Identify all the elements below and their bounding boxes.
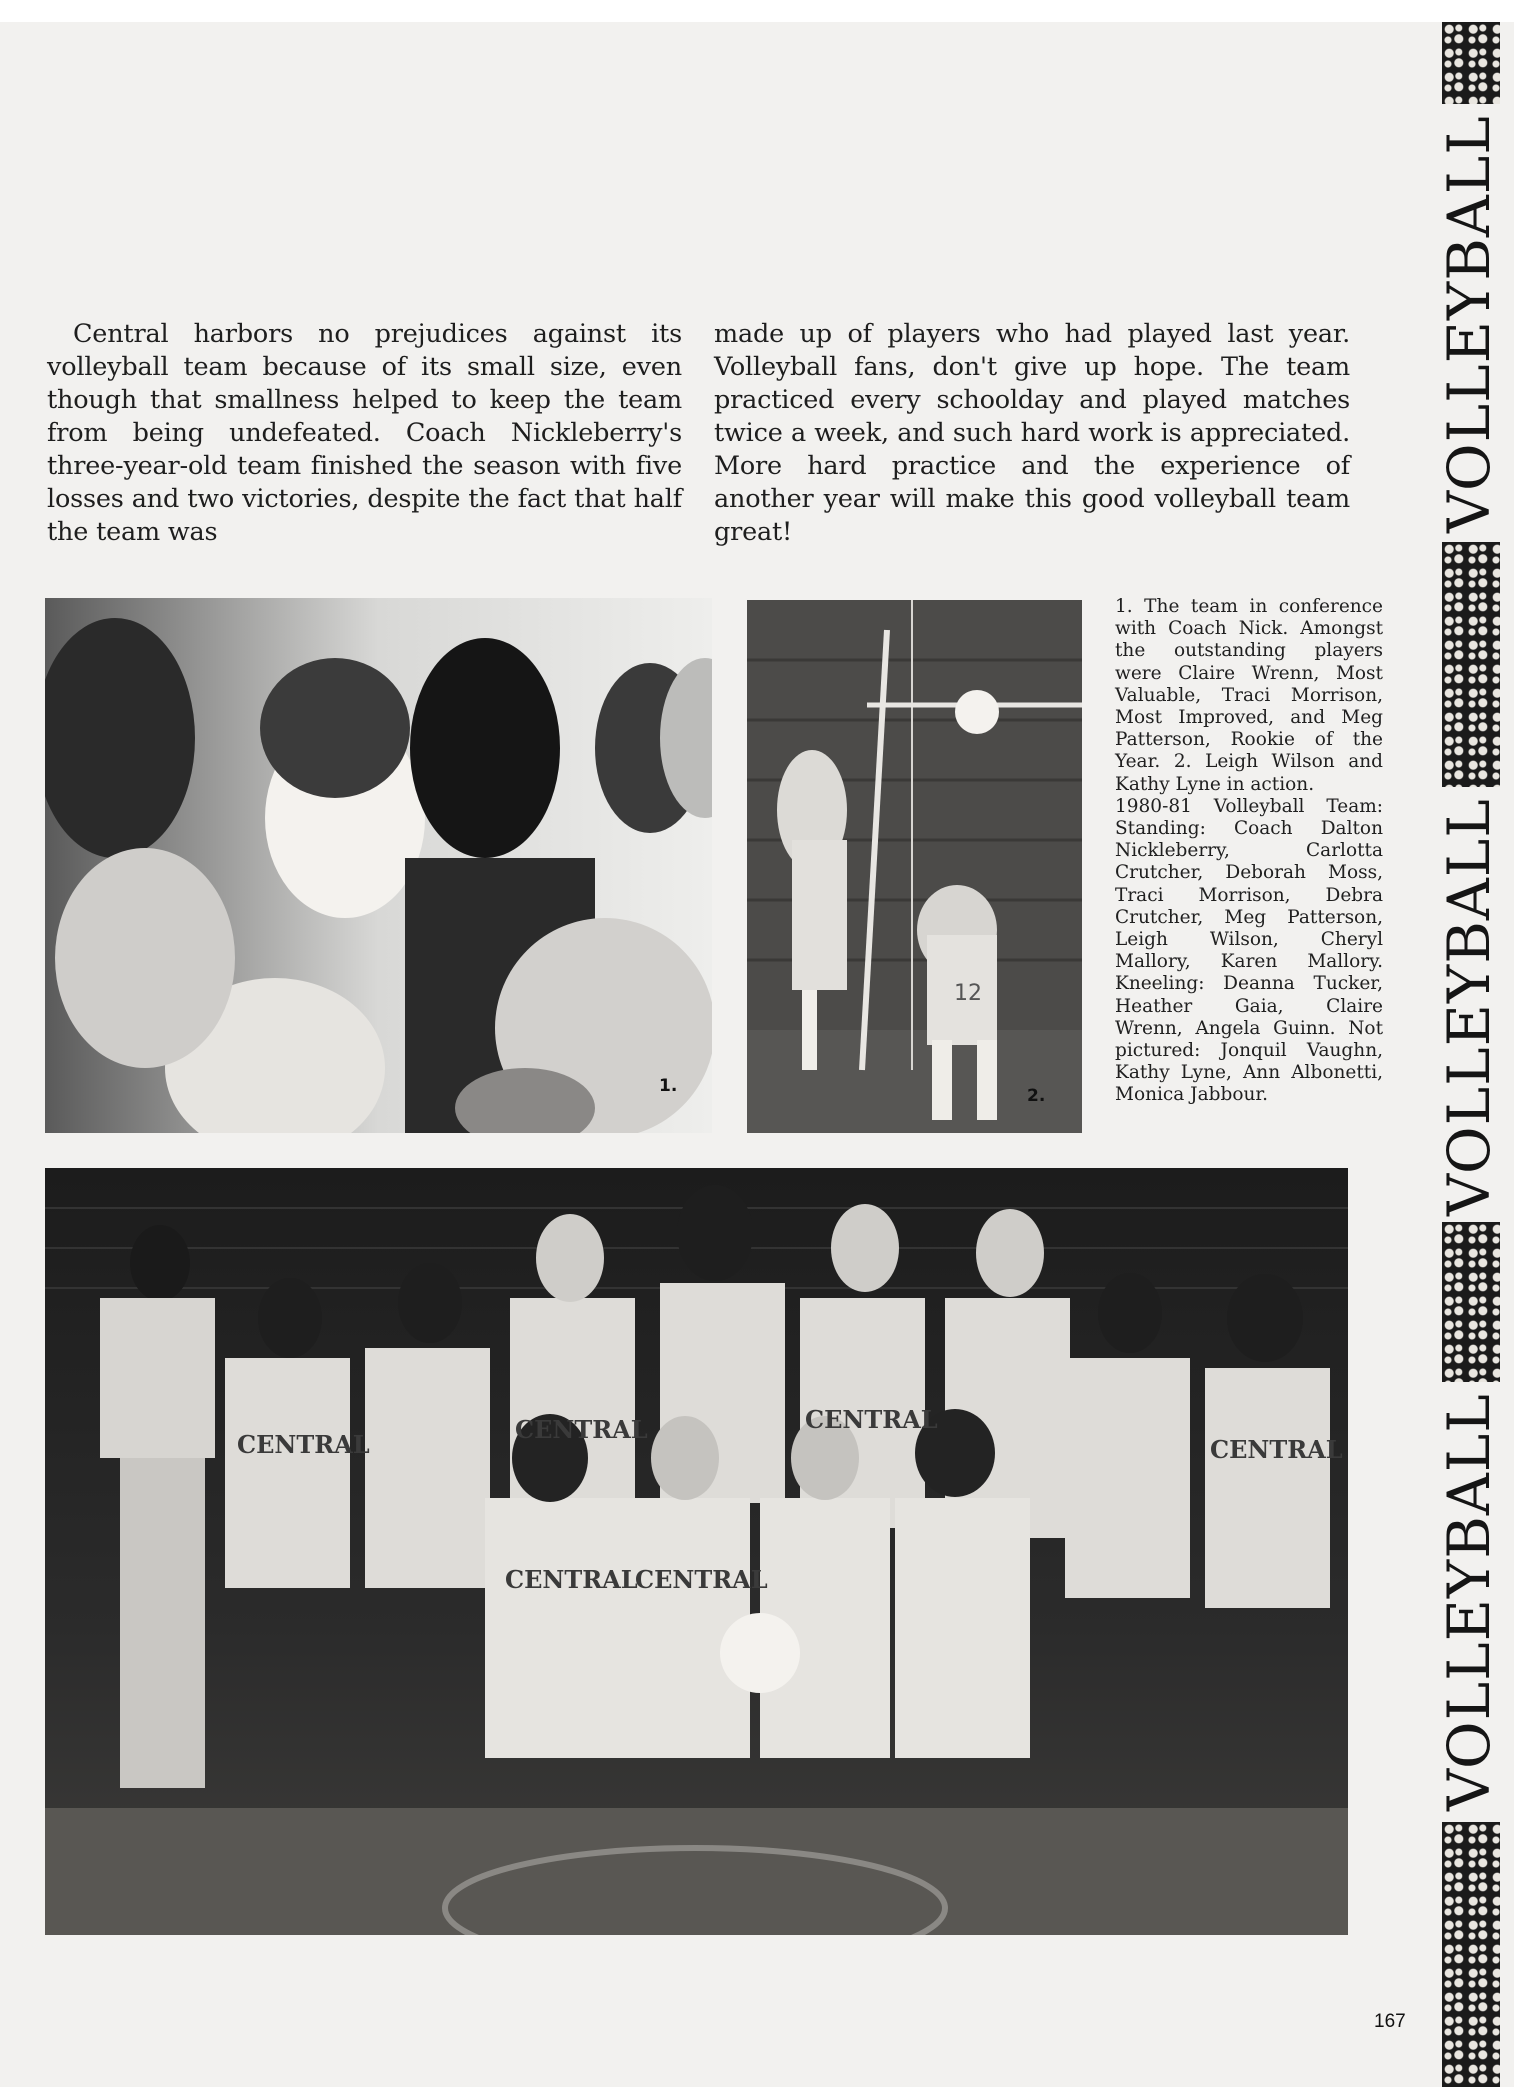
page-number: 167: [1374, 2011, 1406, 2032]
photo2-number: 2.: [1027, 1086, 1046, 1106]
jersey-text: CENTRAL: [805, 1405, 938, 1434]
photo-team-portrait-image: [45, 1168, 1348, 1935]
photo2-jersey-number: 12: [954, 981, 982, 1006]
sidebar-word-text: VOLLEYBALL: [1435, 115, 1503, 533]
caption-team-roster: 1980-81 Volleyball Team: Standing: Coach Dalton Nickleberry, Carlotta Crutcher, Deborah Moss, Traci Morrison, Debra Crutcher, Meg Patterson, Leigh Wilson, Cheryl Mallory, Karen Mallory. Kneeling: Deanna Tucker, Heather Gaia, Claire Wrenn, Angela Guinn. Not pictured: Jonquil Vaughn, Kathy Lyne, Ann Albonetti, Monica Jabbour.: [1115, 795, 1383, 1106]
ornament-decoration: [1442, 22, 1500, 104]
photo-team-portrait: [45, 1168, 1348, 1935]
sidebar-word: [1424, 1387, 1514, 1817]
sidebar-word: [1424, 797, 1514, 1217]
photo-team-conference: [45, 598, 712, 1133]
intro-text-left: [47, 318, 682, 549]
sidebar-word: [1424, 114, 1514, 534]
sidebar-word-text: VOLLEYBALL: [1435, 1393, 1503, 1811]
ornament-decoration: [1442, 1822, 1500, 2087]
jersey-text: CENTRAL: [515, 1415, 648, 1444]
jersey-text: CENTRAL: [505, 1565, 638, 1594]
ornament-decoration: [1442, 542, 1500, 787]
intro-paragraph-left: Central harbors no prejudices against its volleyball team because of its small size, even though that smallness helped to keep the team from being undefeated. Coach Nickleberry's three-year-old team finished the season with five losses and two victories, despite the fact that half the team was: [47, 319, 682, 547]
sidebar-banner: [1424, 22, 1514, 2087]
jersey-text: CENTRAL: [1210, 1435, 1343, 1464]
photo-team-conference-image: [45, 598, 712, 1133]
jersey-text: CENTRAL: [237, 1430, 370, 1459]
caption-photos: 1. The team in conference with Coach Nick. Amongst the outstanding players were Claire Wrenn, Most Valuable, Traci Morrison, Most Improved, and Meg Patterson, Rookie of the Year. 2. Leigh Wilson and Kathy Lyne in action.: [1115, 596, 1383, 795]
intro-text-right: [714, 318, 1350, 549]
intro-paragraph-right: made up of players who had played last year. Volleyball fans, don't give up hope. The team practiced every schoolday and played matches twice a week, and such hard work is appreciated. More hard practice and the experience of another year will make this good volleyball team great!: [714, 319, 1350, 547]
jersey-text: CENTRAL: [635, 1565, 768, 1594]
photo-volleyball-action-image: [747, 600, 1082, 1133]
page-top-edge: [0, 0, 1514, 22]
photo-caption: [1115, 596, 1383, 1107]
photo1-number: 1.: [659, 1076, 678, 1096]
photo-volleyball-action: [747, 600, 1082, 1133]
ornament-decoration: [1442, 1222, 1500, 1382]
sidebar-word-text: VOLLEYBALL: [1435, 798, 1503, 1216]
